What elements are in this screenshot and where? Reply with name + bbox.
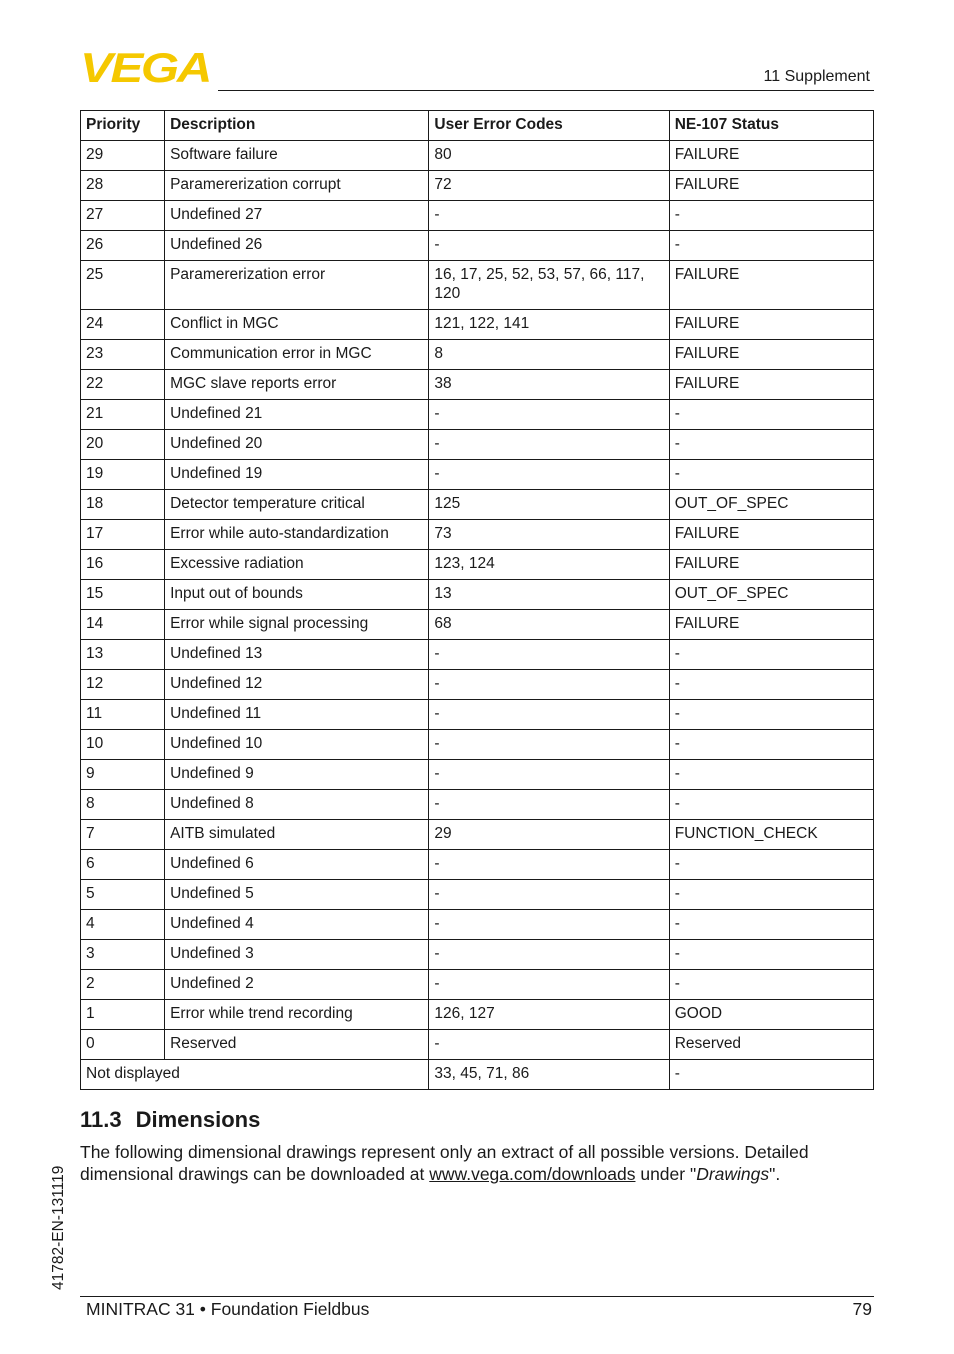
table-row (81, 310, 874, 340)
description-cell: Undefined 12 (165, 670, 429, 700)
table-row (81, 910, 874, 940)
status-cell: FAILURE (669, 610, 873, 640)
error-codes-cell: - (429, 970, 669, 1000)
error-codes-cell: - (429, 760, 669, 790)
priority-cell: 9 (81, 760, 165, 790)
header-section-label: 11 Supplement (763, 68, 870, 85)
description-cell: Input out of bounds (165, 580, 429, 610)
description-cell: Conflict in MGC (165, 310, 429, 340)
error-codes-cell: 72 (429, 171, 669, 201)
table-row (81, 490, 874, 520)
not-displayed-codes: 33, 45, 71, 86 (429, 1060, 669, 1090)
downloads-link[interactable]: www.vega.com/downloads (429, 1164, 636, 1184)
status-cell: - (669, 640, 873, 670)
priority-cell: 3 (81, 940, 165, 970)
table-row (81, 201, 874, 231)
error-codes-cell: - (429, 640, 669, 670)
table-row (81, 640, 874, 670)
status-cell: - (669, 910, 873, 940)
table-row (81, 700, 874, 730)
priority-cell: 1 (81, 1000, 165, 1030)
error-codes-cell: - (429, 880, 669, 910)
status-cell: - (669, 700, 873, 730)
error-codes-cell: - (429, 790, 669, 820)
status-cell: - (669, 670, 873, 700)
error-codes-cell: 126, 127 (429, 1000, 669, 1030)
priority-cell: 16 (81, 550, 165, 580)
description-cell: Undefined 10 (165, 730, 429, 760)
error-codes-cell: 123, 124 (429, 550, 669, 580)
section-number: 11.3 (80, 1107, 122, 1132)
priority-cell: 17 (81, 520, 165, 550)
table-row (81, 730, 874, 760)
table-row (81, 400, 874, 430)
error-codes-cell: - (429, 940, 669, 970)
description-cell: Undefined 27 (165, 201, 429, 231)
error-codes-cell: - (429, 850, 669, 880)
description-cell: Error while signal processing (165, 610, 429, 640)
footer-title: MINITRAC 31 • Foundation Fieldbus (86, 1299, 370, 1319)
status-cell: FAILURE (669, 171, 873, 201)
status-cell: - (669, 880, 873, 910)
not-displayed-label: Not displayed (81, 1060, 429, 1090)
error-codes-cell: 29 (429, 820, 669, 850)
table-row (81, 231, 874, 261)
priority-cell: 0 (81, 1030, 165, 1060)
error-codes-cell: 16, 17, 25, 52, 53, 57, 66, 117, 120 (429, 261, 669, 310)
column-header-priority: Priority (81, 111, 165, 141)
column-header-ne107-status: NE-107 Status (669, 111, 873, 141)
status-cell: GOOD (669, 1000, 873, 1030)
description-cell: Undefined 19 (165, 460, 429, 490)
error-codes-cell: - (429, 670, 669, 700)
description-cell: AITB simulated (165, 820, 429, 850)
status-cell: FAILURE (669, 261, 873, 310)
priority-cell: 18 (81, 490, 165, 520)
description-cell: Communication error in MGC (165, 340, 429, 370)
footer-divider (80, 1296, 874, 1297)
priority-cell: 28 (81, 171, 165, 201)
table-row (81, 1000, 874, 1030)
section-title: Dimensions (135, 1107, 261, 1132)
error-codes-cell: 80 (429, 141, 669, 171)
description-cell: Undefined 2 (165, 970, 429, 1000)
status-cell: - (669, 760, 873, 790)
status-cell: FAILURE (669, 370, 873, 400)
status-cell: - (669, 730, 873, 760)
error-codes-table (80, 110, 874, 1090)
table-row (81, 670, 874, 700)
status-cell: - (669, 970, 873, 1000)
status-cell: FAILURE (669, 340, 873, 370)
table-row (81, 610, 874, 640)
priority-cell: 27 (81, 201, 165, 231)
status-cell: - (669, 231, 873, 261)
table-row (81, 940, 874, 970)
table-row (81, 141, 874, 171)
not-displayed-status: - (669, 1060, 873, 1090)
description-cell: Software failure (165, 141, 429, 171)
table-row (81, 460, 874, 490)
svg-text:VEGA: VEGA (80, 50, 210, 84)
status-cell: - (669, 940, 873, 970)
priority-cell: 12 (81, 670, 165, 700)
priority-cell: 11 (81, 700, 165, 730)
description-cell: Detector temperature critical (165, 490, 429, 520)
priority-cell: 20 (81, 430, 165, 460)
description-cell: Undefined 5 (165, 880, 429, 910)
priority-cell: 13 (81, 640, 165, 670)
description-cell: Undefined 6 (165, 850, 429, 880)
priority-cell: 14 (81, 610, 165, 640)
priority-cell: 22 (81, 370, 165, 400)
priority-cell: 25 (81, 261, 165, 310)
table-row (81, 880, 874, 910)
priority-cell: 10 (81, 730, 165, 760)
description-cell: Excessive radiation (165, 550, 429, 580)
intro-emphasis: Drawings (696, 1164, 770, 1184)
error-codes-cell: 38 (429, 370, 669, 400)
error-codes-cell: - (429, 730, 669, 760)
description-cell: Paramererization corrupt (165, 171, 429, 201)
error-codes-cell: - (429, 1030, 669, 1060)
table-row-not-displayed (81, 1060, 874, 1090)
table-row (81, 550, 874, 580)
table-row (81, 261, 874, 310)
table-body (81, 141, 874, 1090)
priority-cell: 19 (81, 460, 165, 490)
status-cell: OUT_OF_SPEC (669, 490, 873, 520)
status-cell: FAILURE (669, 141, 873, 171)
priority-cell: 23 (81, 340, 165, 370)
priority-cell: 4 (81, 910, 165, 940)
description-cell: Undefined 13 (165, 640, 429, 670)
priority-cell: 29 (81, 141, 165, 171)
description-cell: Undefined 11 (165, 700, 429, 730)
status-cell: - (669, 790, 873, 820)
error-codes-cell: - (429, 201, 669, 231)
priority-cell: 7 (81, 820, 165, 850)
document-id: 41782-EN-131119 (50, 1165, 67, 1290)
error-codes-cell: - (429, 430, 669, 460)
vega-logo (80, 50, 212, 84)
table-row (81, 171, 874, 201)
section-heading (80, 1107, 260, 1133)
table-row (81, 520, 874, 550)
table-row (81, 850, 874, 880)
description-cell: Undefined 21 (165, 400, 429, 430)
status-cell: - (669, 201, 873, 231)
table-row (81, 580, 874, 610)
priority-cell: 21 (81, 400, 165, 430)
error-codes-cell: 73 (429, 520, 669, 550)
description-cell: Undefined 8 (165, 790, 429, 820)
description-cell: Undefined 4 (165, 910, 429, 940)
priority-cell: 8 (81, 790, 165, 820)
error-codes-cell: - (429, 460, 669, 490)
status-cell: FAILURE (669, 310, 873, 340)
header-divider (218, 90, 874, 91)
error-codes-cell: - (429, 400, 669, 430)
status-cell: - (669, 460, 873, 490)
description-cell: Reserved (165, 1030, 429, 1060)
intro-text-middle: under " (635, 1164, 697, 1184)
error-codes-cell: 68 (429, 610, 669, 640)
status-cell: - (669, 400, 873, 430)
column-header-description: Description (165, 111, 429, 141)
description-cell: Paramererization error (165, 261, 429, 310)
error-codes-cell: - (429, 910, 669, 940)
status-cell: Reserved (669, 1030, 873, 1060)
table-row (81, 1030, 874, 1060)
table-row (81, 820, 874, 850)
error-codes-cell: - (429, 700, 669, 730)
status-cell: - (669, 430, 873, 460)
description-cell: Undefined 9 (165, 760, 429, 790)
table-row (81, 370, 874, 400)
table-row (81, 340, 874, 370)
priority-cell: 2 (81, 970, 165, 1000)
priority-cell: 24 (81, 310, 165, 340)
error-codes-cell: 121, 122, 141 (429, 310, 669, 340)
table-row (81, 760, 874, 790)
column-header-user-error-codes: User Error Codes (429, 111, 669, 141)
page-number: 79 (852, 1299, 872, 1319)
intro-text-after: ". (769, 1164, 781, 1184)
description-cell: Undefined 3 (165, 940, 429, 970)
table-row (81, 790, 874, 820)
section-intro-paragraph (80, 1141, 870, 1185)
status-cell: OUT_OF_SPEC (669, 580, 873, 610)
table-row (81, 970, 874, 1000)
intro-text-before: The following dimensional drawings represent only an extract of all possible versions. Detailed dimensional drawings can be downloaded at (80, 1142, 809, 1184)
priority-cell: 26 (81, 231, 165, 261)
status-cell: FAILURE (669, 520, 873, 550)
error-codes-cell: 125 (429, 490, 669, 520)
status-cell: FAILURE (669, 550, 873, 580)
status-cell: FUNCTION_CHECK (669, 820, 873, 850)
error-codes-cell: 8 (429, 340, 669, 370)
description-cell: Error while trend recording (165, 1000, 429, 1030)
description-cell: Error while auto-standardization (165, 520, 429, 550)
table-row (81, 430, 874, 460)
description-cell: Undefined 20 (165, 430, 429, 460)
error-codes-cell: 13 (429, 580, 669, 610)
error-codes-cell: - (429, 231, 669, 261)
priority-cell: 5 (81, 880, 165, 910)
status-cell: - (669, 850, 873, 880)
priority-cell: 15 (81, 580, 165, 610)
description-cell: Undefined 26 (165, 231, 429, 261)
table-header-row (81, 111, 874, 141)
priority-cell: 6 (81, 850, 165, 880)
description-cell: MGC slave reports error (165, 370, 429, 400)
